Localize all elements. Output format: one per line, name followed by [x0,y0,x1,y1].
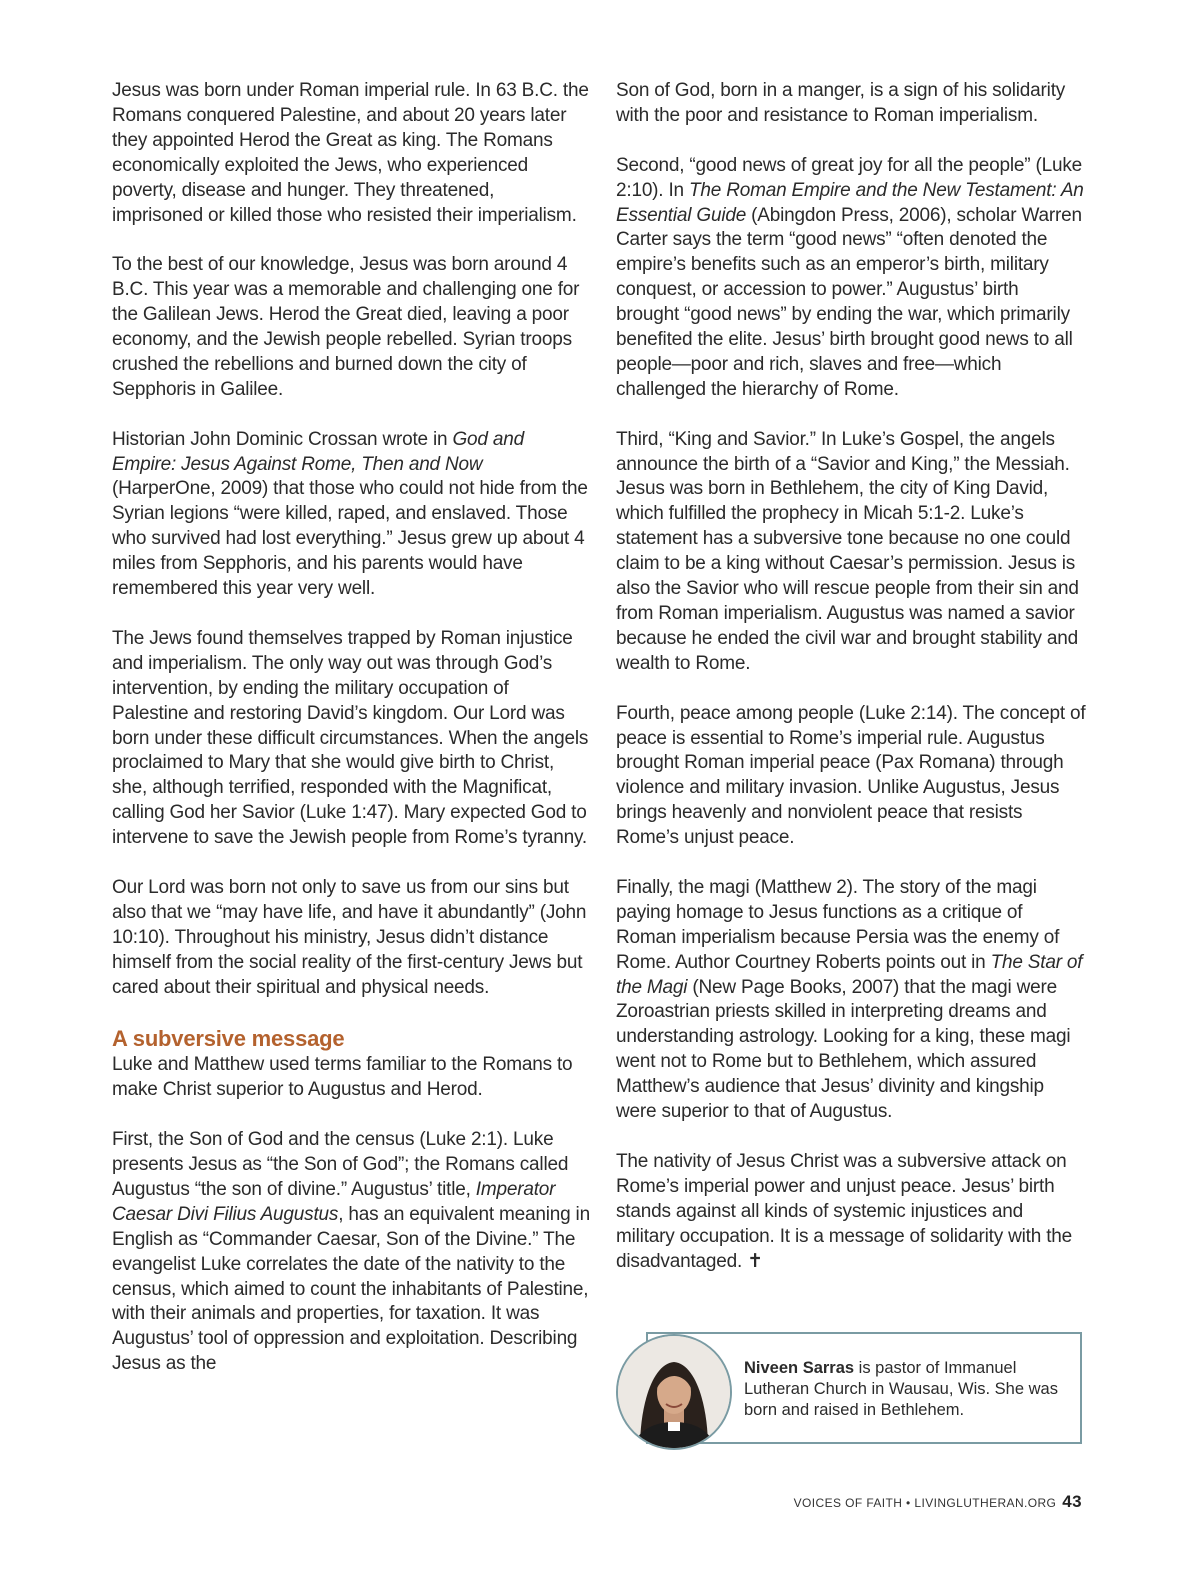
section-heading: A subversive message [112,1026,345,1052]
page-number: 43 [1062,1492,1082,1511]
author-bio-text [744,1358,1074,1421]
author-portrait-icon [618,1336,730,1448]
paragraph: Fourth, peace among people (Luke 2:14). The concept of peace is essential to Rome’s imperial rule. Augustus brought Roman imperial peace (Pax Romana) through violence and military invasion. Unlike Augustus, Jesus brings heavenly and nonviolent peace that resists Rome’s unjust peace. [616,702,1086,849]
paragraph-text: , has an equivalent meaning in English as “Commander Caesar, Son of the Divine.” The evangelist Luke correlates the date of the nativity to the census, which aimed to count the inhabitants of Palestine, with their animals and properties, for taxation. It was Augustus’ tool of oppression and exploitation. Describing Jesus as the [112,1203,590,1375]
right-column [616,79,1086,1274]
paragraph-text: Historian John Dominic Crossan wrote in [112,428,453,450]
paragraph-text: The nativity of Jesus Christ was a subversive attack on Rome’s imperial power and unjust peace. Jesus’ birth stands against all kinds of systemic injustices and military occupation. It is a message of solidarity with the disadvantaged. [616,1150,1073,1272]
paragraph-text: (Abingdon Press, 2006), scholar Warren Carter says the term “good news” “often denoted the empire’s benefits such as an emperor’s birth, military conquest, or accession to power.” Augustus’ birth brought “good news” by ending the war, which primarily benefited the elite. Jesus’ birth brought good news to all people—poor and rich, slaves and free—which challenged the hierarchy of Rome. [616,204,1082,400]
paragraph: Luke and Matthew used terms familiar to the Romans to make Christ superior to Augustus and Herod. [112,1054,573,1101]
book-title: The Star of the Magi [616,951,1083,998]
paragraph: To the best of our knowledge, Jesus was born around 4 B.C. This year was a memorable and challenging one for the Galilean Jews. Herod the Great died, leaving a poor economy, and the Jewish people rebelled. Syrian troops crushed the rebellions and burned down the city of Sepphoris in Galilee. [112,254,580,400]
paragraph [616,876,1086,1125]
author-name: Niveen Sarras [744,1359,855,1377]
paragraph-text: Finally, the magi (Matthew 2). The story of the magi paying homage to Jesus functions as a critique of Roman imperialism because Persia was the enemy of Rome. Author Courtney Roberts points out in [616,876,1060,973]
paragraph [616,154,1086,403]
paragraph-text: Second, “good news of great joy for all the people” (Luke 2:10). In [616,154,1083,201]
paragraph: The Jews found themselves trapped by Roman injustice and imperialism. The only way out was through God’s intervention, by ending the military occupation of Palestine and restoring David’s kingdom. Our Lord was born under these difficult circumstances. When the angels proclaimed to Mary that she would give birth to Christ, she, although terrified, responded with the Magnificat, calling God her Savior (Luke 1:47). Mary expected God to intervene to save the Jewish people from Rome’s tyranny. [112,627,589,849]
cross-end-mark-icon: ✝ [747,1250,763,1272]
book-title: The Roman Empire and the New Testament: An Essential Guide [616,179,1084,226]
paragraph [112,428,590,602]
left-column [112,79,590,1377]
paragraph [112,1128,590,1377]
paragraph: Jesus was born under Roman imperial rule. In 63 B.C. the Romans conquered Palestine, and about 20 years later they appointed Herod the Great as king. The Romans economically exploited the Jews, who experienced poverty, disease and hunger. They threatened, imprisoned or killed those who resisted their imperialism. [112,80,589,226]
paragraph-text: (New Page Books, 2007) that the magi were Zoroastrian priests skilled in interpreting dreams and understanding astrology. Looking for a king, these magi went not to Rome but to Bethlehem, which assured Matthew’s audience that Jesus’ divinity and kingship were superior to that of Augustus. [616,976,1071,1123]
paragraph: Third, “King and Savior.” In Luke’s Gospel, the angels announce the birth of a “Savior and King,” the Messiah. Jesus was born in Bethlehem, the city of King David, which fulfilled the prophecy in Micah 5:1-2. Luke’s statement has a subversive tone because no one could claim to be a king without Caesar’s permission. Jesus is also the Savior who will rescue people from their sin and from Roman imperialism. Augustus was named a savior because he ended the civil war and brought stability and wealth to Rome. [616,428,1079,674]
paragraph: Our Lord was born not only to save us from our sins but also that we “may have life, and have it abundantly” (John 10:10). Throughout his ministry, Jesus didn’t distance himself from the social reality of the first-century Jews but cared about their spiritual and physical needs. [112,876,587,998]
book-title: God and Empire: Jesus Against Rome, Then and Now [112,428,524,475]
author-description: is pastor of Immanuel Lutheran Church in Wausau, Wis. She was born and raised in Bethlehem. [744,1359,1058,1419]
closing-paragraph [616,1150,1086,1275]
paragraph: Son of God, born in a manger, is a sign of his solidarity with the poor and resistance to Roman imperialism. [616,80,1066,126]
paragraph-text: (HarperOne, 2009) that those who could not hide from the Syrian legions “were killed, raped, and enslaved. Those who survived had lost everything.” Jesus grew up about 4 miles from Sepphoris, and his parents would have remembered this year very well. [112,478,588,600]
page-footer [794,1492,1082,1512]
latin-title: Imperator Caesar Divi Filius Augustus [112,1178,556,1225]
footer-label: VOICES OF FAITH • LIVINGLUTHERAN.ORG [793,1496,1057,1510]
paragraph-text: First, the Son of God and the census (Luke 2:1). Luke presents Jesus as “the Son of God”; the Romans called Augustus “the son of divine.” Augustus’ title, [112,1129,569,1200]
author-photo [616,1334,732,1450]
